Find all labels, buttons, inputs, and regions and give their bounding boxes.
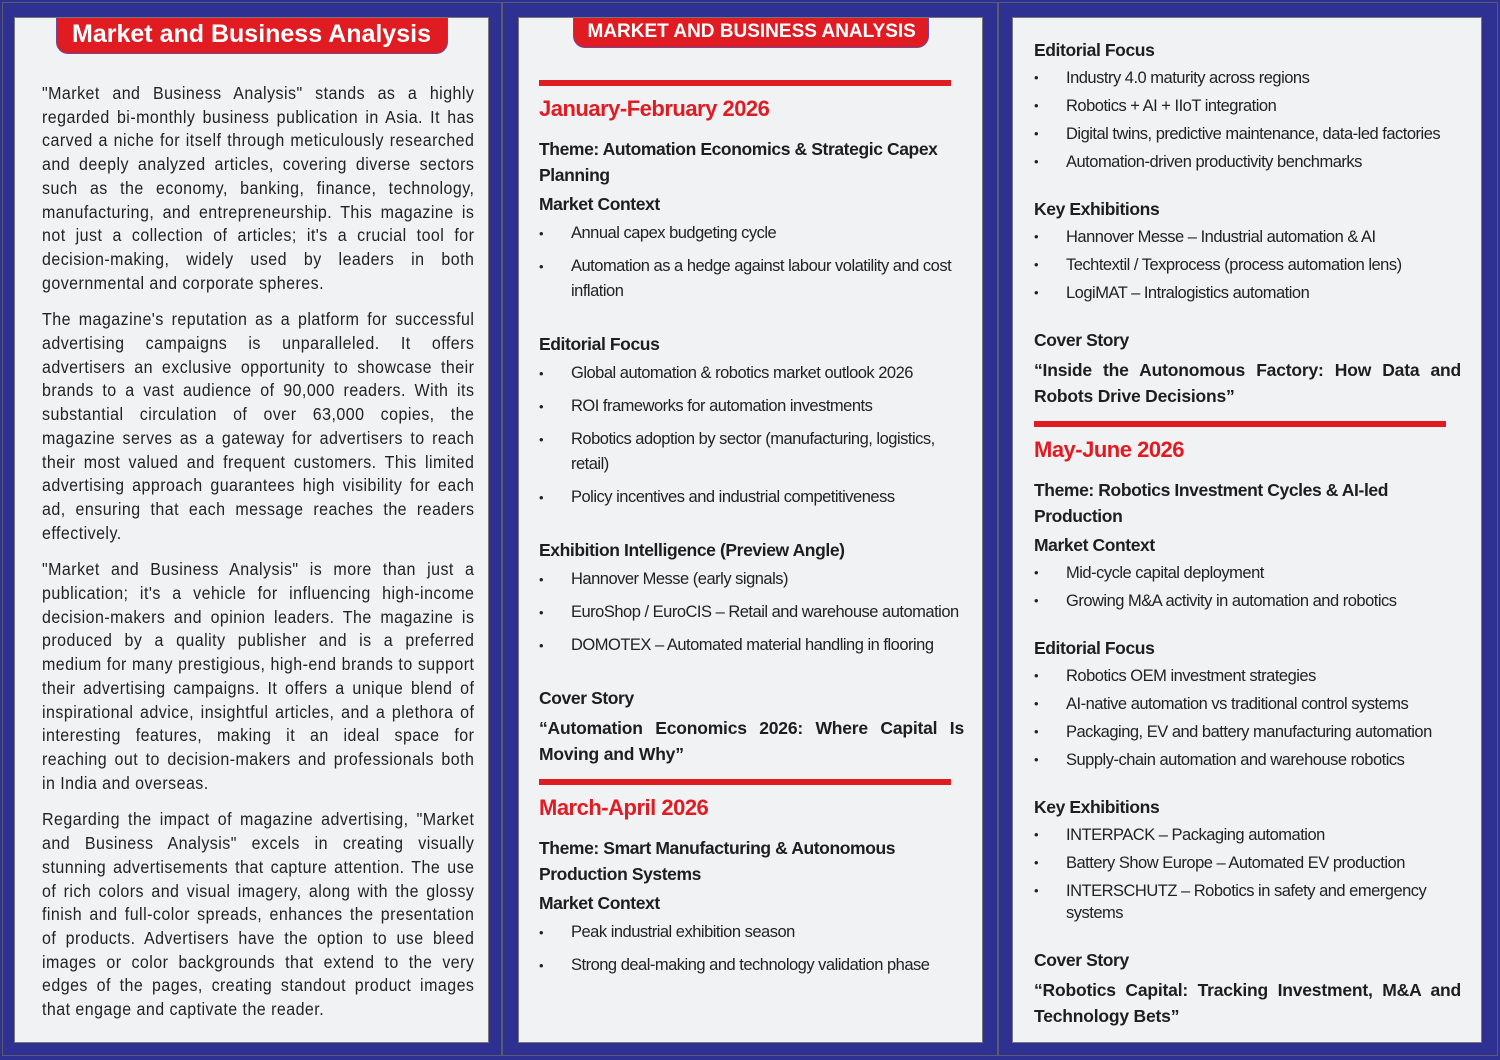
editorial-focus-list <box>539 361 964 510</box>
editorial-focus-list <box>1034 67 1461 173</box>
list-item: • AI-native automation vs traditional control systems <box>1034 693 1461 715</box>
about-paragraph: The magazine's reputation as a platform for successful advertising campaigns is unparalleled. It offers advertisers an exclusive opportunity to showcase their brands to a vast audience of 90,000 readers. With its substantial circulation of over 63,000 copies, the magazine serves as a gateway for advertisers to reach their most valued and frequent customers. This limited advertising approach guarantees high visibility for each ad, ensuring that each message reaches the readers effectively. <box>42 309 475 543</box>
list-item: • Global automation & robotics market outlook 2026 <box>539 361 964 386</box>
masthead-title: Market and Business Analysis <box>56 18 448 54</box>
cover-story-heading: Cover Story <box>1034 950 1129 970</box>
panel-calendar-2 <box>998 2 1498 1056</box>
list-item: • Battery Show Europe – Automated EV production <box>1034 852 1461 874</box>
editorial-focus-heading: Editorial Focus <box>539 334 660 354</box>
market-context-list <box>1034 562 1461 612</box>
panel-calendar-1 <box>502 2 998 1056</box>
list-item: • Growing M&A activity in automation and robotics <box>1034 590 1461 612</box>
exhibition-intelligence-heading: Exhibition Intelligence (Preview Angle) <box>539 540 845 560</box>
key-exhibitions-heading: Key Exhibitions <box>1034 797 1160 817</box>
list-item: • Robotics OEM investment strategies <box>1034 665 1461 687</box>
cover-story-title: “Automation Economics 2026: Where Capital Is Moving and Why” <box>539 718 964 764</box>
issue-theme: Theme: Robotics Investment Cycles & AI-led Production <box>1034 480 1389 526</box>
editorial-focus-heading: Editorial Focus <box>1034 40 1155 60</box>
section-divider <box>539 80 951 86</box>
calendar-content-2 <box>1034 40 1461 1029</box>
key-exhibitions-list <box>1034 824 1461 924</box>
editorial-focus-list <box>1034 665 1461 771</box>
list-item: • Annual capex budgeting cycle <box>539 221 964 246</box>
calendar-content-1 <box>539 80 964 986</box>
list-item: • Hannover Messe – Industrial automation & AI <box>1034 226 1461 248</box>
cover-story-title: “Robotics Capital: Tracking Investment, M&A and Technology Bets” <box>1034 980 1461 1026</box>
about-paragraph: "Market and Business Analysis" stands as a highly regarded bi-monthly business publication in Asia. It has carved a niche for itself through meticulously researched and deeply analyzed articles, covering diverse sectors such as the economy, banking, finance, technology, manufacturing, and entrepreneurship. This magazine is not just a collection of articles; it's a crucial tool for decision-making, widely used by leaders in both governmental and corporate spheres. <box>42 83 475 293</box>
list-item: • Packaging, EV and battery manufacturing automation <box>1034 721 1461 743</box>
issue-heading-mar-apr: March-April 2026 <box>539 795 709 820</box>
about-paragraph: Regarding the impact of magazine advertising, "Market and Business Analysis" excels in creating visually stunning advertisements that capture attention. The use of rich colors and visual imagery, along with the glossy finish and full-color spreads, enhances the presentation of products. Advertisers have the option to use bleed images or color backgrounds that extend to the very edges of the pages, creating standout product images that engage and captivate the reader. <box>42 809 475 1020</box>
issue-theme: Theme: Smart Manufacturing & Autonomous Production Systems <box>539 838 896 884</box>
about-card <box>14 17 489 1043</box>
list-item: • DOMOTEX – Automated material handling in flooring <box>539 633 964 658</box>
about-content <box>42 82 475 1035</box>
list-item: • ROI frameworks for automation investments <box>539 394 964 419</box>
list-item: • Techtextil / Texprocess (process automation lens) <box>1034 254 1461 276</box>
editorial-focus-heading: Editorial Focus <box>1034 638 1155 658</box>
market-context-heading: Market Context <box>539 893 660 913</box>
list-item: • EuroShop / EuroCIS – Retail and warehouse automation <box>539 600 964 625</box>
issue-heading-may-jun: May-June 2026 <box>1034 437 1185 462</box>
list-item: • Supply-chain automation and warehouse robotics <box>1034 749 1461 771</box>
section-divider <box>1034 421 1446 427</box>
calendar-card-2 <box>1012 17 1482 1043</box>
list-item: • Peak industrial exhibition season <box>539 920 964 945</box>
section-divider <box>539 779 951 785</box>
market-context-list <box>539 920 964 978</box>
list-item: • Robotics + AI + IIoT integration <box>1034 95 1461 117</box>
key-exhibitions-list <box>1034 226 1461 304</box>
market-context-heading: Market Context <box>1034 535 1155 555</box>
list-item: • Industry 4.0 maturity across regions <box>1034 67 1461 89</box>
masthead-title-caps: MARKET AND BUSINESS ANALYSIS <box>573 18 929 48</box>
cover-story-title: “Inside the Autonomous Factory: How Data and Robots Drive Decisions” <box>1034 360 1461 406</box>
calendar-card-1 <box>518 17 983 1043</box>
list-item: • Hannover Messe (early signals) <box>539 567 964 592</box>
list-item: • INTERSCHUTZ – Robotics in safety and emergency systems <box>1034 880 1461 924</box>
key-exhibitions-heading: Key Exhibitions <box>1034 199 1160 219</box>
list-item: • Digital twins, predictive maintenance, data-led factories <box>1034 123 1461 145</box>
list-item: • Strong deal-making and technology validation phase <box>539 953 964 978</box>
exhibition-list <box>539 567 964 658</box>
cover-story-heading: Cover Story <box>1034 330 1129 350</box>
about-paragraph: "Market and Business Analysis" is more than just a publication; it's a vehicle for influencing high-income decision-makers and opinion leaders. The magazine is produced by a quality publisher and is a preferred medium for many prestigious, high-end brands to support their advertising campaigns. It offers a unique blend of inspirational advice, insightful articles, and a plethora of interesting features, making it an ideal space for reaching out to decision-makers and professionals both in India and overseas. <box>42 559 475 793</box>
list-item: • LogiMAT – Intralogistics automation <box>1034 282 1461 304</box>
market-context-list <box>539 221 964 304</box>
market-context-heading: Market Context <box>539 194 660 214</box>
cover-story-heading: Cover Story <box>539 688 634 708</box>
issue-heading-jan-feb: January-February 2026 <box>539 96 770 121</box>
issue-theme: Theme: Automation Economics & Strategic Capex Planning <box>539 139 938 185</box>
list-item: • Automation as a hedge against labour volatility and cost inflation <box>539 254 964 304</box>
list-item: • Mid-cycle capital deployment <box>1034 562 1461 584</box>
list-item: • INTERPACK – Packaging automation <box>1034 824 1461 846</box>
panel-about <box>2 2 502 1056</box>
list-item: • Policy incentives and industrial competitiveness <box>539 485 964 510</box>
list-item: • Robotics adoption by sector (manufacturing, logistics, retail) <box>539 427 964 477</box>
list-item: • Automation-driven productivity benchmarks <box>1034 151 1461 173</box>
